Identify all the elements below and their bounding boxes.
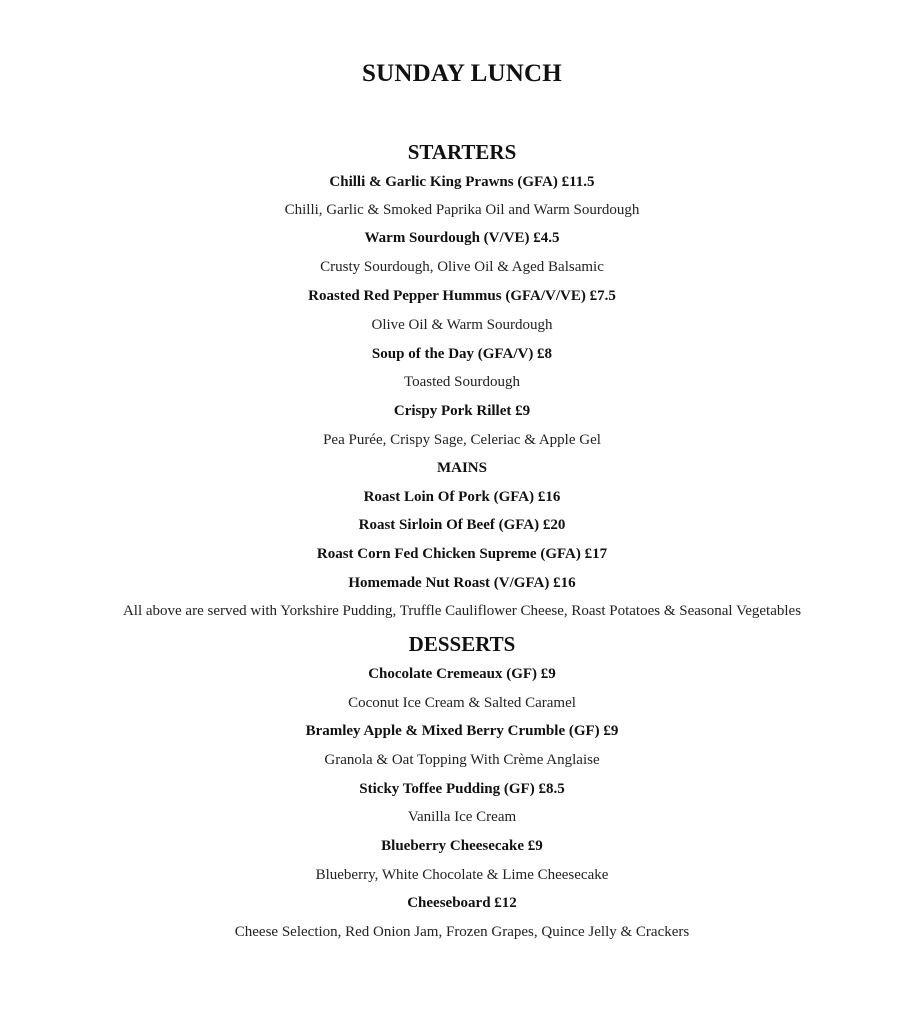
dessert-item-description: Cheese Selection, Red Onion Jam, Frozen Grapes, Quince Jelly & Crackers: [234, 924, 690, 940]
main-item-name: Roast Corn Fed Chicken Supreme (GFA) £17: [316, 546, 608, 562]
page-title: SUNDAY LUNCH: [362, 60, 562, 87]
starters-heading: STARTERS: [407, 140, 517, 164]
starter-item-description: Toasted Sourdough: [403, 374, 521, 390]
starter-item-description: Pea Purée, Crispy Sage, Celeriac & Apple Gel: [323, 432, 601, 448]
starter-item-name: Crispy Pork Rillet £9: [393, 403, 531, 419]
starter-item-name: Warm Sourdough (V/VE) £4.5: [364, 230, 560, 246]
starter-item-name: Soup of the Day (GFA/V) £8: [371, 346, 553, 362]
starter-item-name: Chilli & Garlic King Prawns (GFA) £11.5: [329, 174, 595, 190]
mains-note: All above are served with Yorkshire Pudding, Truffle Cauliflower Cheese, Roast Potatoes & Seasonal Vegetables: [122, 603, 802, 619]
starter-item-description: Chilli, Garlic & Smoked Paprika Oil and Warm Sourdough: [284, 202, 640, 218]
dessert-item-description: Vanilla Ice Cream: [407, 809, 517, 825]
dessert-item-name: Chocolate Cremeaux (GF) £9: [368, 666, 556, 682]
main-item-name: Homemade Nut Roast (V/GFA) £16: [348, 575, 576, 591]
dessert-item-description: Granola & Oat Topping With Crème Anglaise: [324, 752, 600, 768]
starter-item-description: Olive Oil & Warm Sourdough: [371, 317, 553, 333]
main-item-name: Roast Sirloin Of Beef (GFA) £20: [358, 517, 566, 533]
dessert-item-description: Coconut Ice Cream & Salted Caramel: [348, 695, 576, 711]
main-item-name: Roast Loin Of Pork (GFA) £16: [363, 489, 561, 505]
starter-item-description: Crusty Sourdough, Olive Oil & Aged Balsamic: [320, 259, 604, 275]
dessert-item-description: Blueberry, White Chocolate & Lime Cheesecake: [315, 867, 609, 883]
dessert-item-name: Blueberry Cheesecake £9: [381, 838, 543, 854]
dessert-item-name: Bramley Apple & Mixed Berry Crumble (GF) £9: [305, 723, 619, 739]
dessert-item-name: Cheeseboard £12: [407, 895, 517, 911]
desserts-heading: DESSERTS: [408, 632, 516, 656]
starter-item-name: Roasted Red Pepper Hummus (GFA/V/VE) £7.5: [308, 288, 616, 304]
dessert-item-name: Sticky Toffee Pudding (GF) £8.5: [359, 781, 565, 797]
mains-heading: MAINS: [436, 460, 487, 476]
